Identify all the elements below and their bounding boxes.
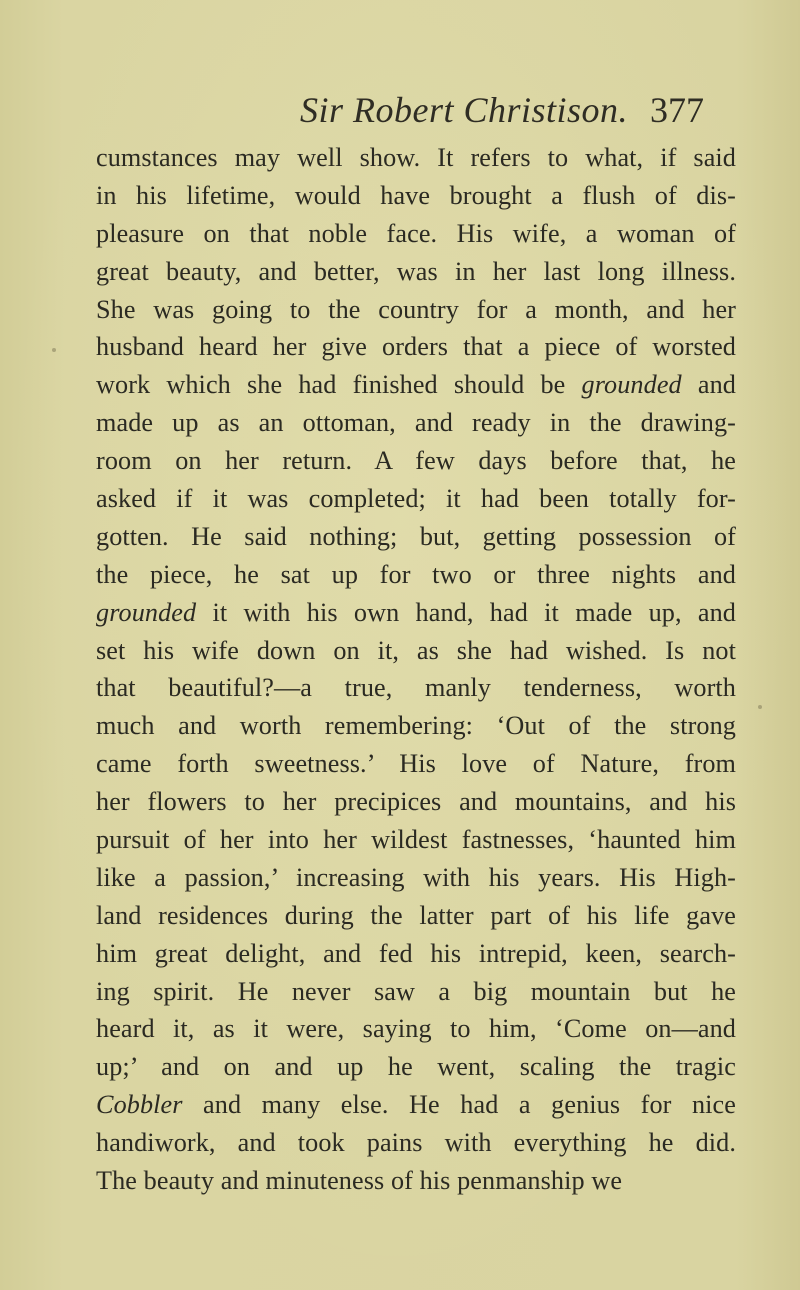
text-line-7: work which she had finished should be grounded and — [96, 370, 736, 400]
text-line-12: the piece, he sat up for two or three nights and — [96, 559, 736, 589]
text-line-16: much and worth remembering: ‘Out of the strong — [96, 711, 736, 741]
text-line-20: like a passion,’ increasing with his years. His High- — [96, 862, 736, 892]
italic-word: grounded — [581, 370, 682, 400]
text-line-11: gotten. He said nothing; but, getting possession of — [96, 521, 736, 551]
paper-speck — [758, 705, 762, 709]
text-line-18: her flowers to her precipices and mountains, and his — [96, 787, 736, 817]
text-line-6: husband heard her give orders that a piece of worsted — [96, 332, 736, 362]
text-line-26: Cobbler and many else. He had a genius for nice — [96, 1090, 736, 1120]
text-line-28: The beauty and minuteness of his penmanship we — [96, 1166, 623, 1196]
text-line-5: She was going to the country for a month, and her — [96, 294, 736, 324]
text-line-13: grounded it with his own hand, had it made up, and — [96, 597, 736, 627]
text-line-22: him great delight, and fed his intrepid, keen, search- — [96, 938, 736, 968]
italic-word: grounded — [96, 597, 197, 627]
text-line-27: handiwork, and took pains with everything he did. — [96, 1128, 736, 1158]
page-number: 377 — [650, 90, 704, 130]
running-head-title: Sir Robert Christison. — [300, 90, 629, 130]
body-text — [96, 139, 736, 1200]
text-line-1: cumstances may well show. It refers to what, if said — [96, 143, 736, 172]
paper-speck — [52, 348, 56, 352]
italic-word: Cobbler — [96, 1090, 183, 1120]
text-line-9: room on her return. A few days before that, he — [96, 446, 736, 476]
text-line-17: came forth sweetness.’ His love of Nature, from — [96, 749, 736, 779]
text-line-25: up;’ and on and up he went, scaling the tragic — [96, 1052, 736, 1082]
text-line-4: great beauty, and better, was in her last long illness. — [96, 256, 736, 286]
text-line-15: that beautiful?—a true, manly tenderness, worth — [96, 673, 736, 703]
running-head — [0, 88, 800, 138]
text-line-3: pleasure on that noble face. His wife, a woman of — [96, 218, 736, 248]
text-line-10: asked if it was completed; it had been totally for- — [96, 484, 736, 514]
text-line-24: heard it, as it were, saying to him, ‘Come on—and — [96, 1014, 736, 1044]
text-line-14: set his wife down on it, as she had wished. Is not — [96, 635, 736, 665]
text-line-19: pursuit of her into her wildest fastnesses, ‘haunted him — [96, 825, 736, 855]
text-line-2: in his lifetime, would have brought a flush of dis- — [96, 180, 736, 210]
text-line-21: land residences during the latter part of his life gave — [96, 900, 736, 930]
text-line-8: made up as an ottoman, and ready in the drawing- — [96, 408, 736, 438]
text-line-23: ing spirit. He never saw a big mountain but he — [96, 976, 736, 1006]
